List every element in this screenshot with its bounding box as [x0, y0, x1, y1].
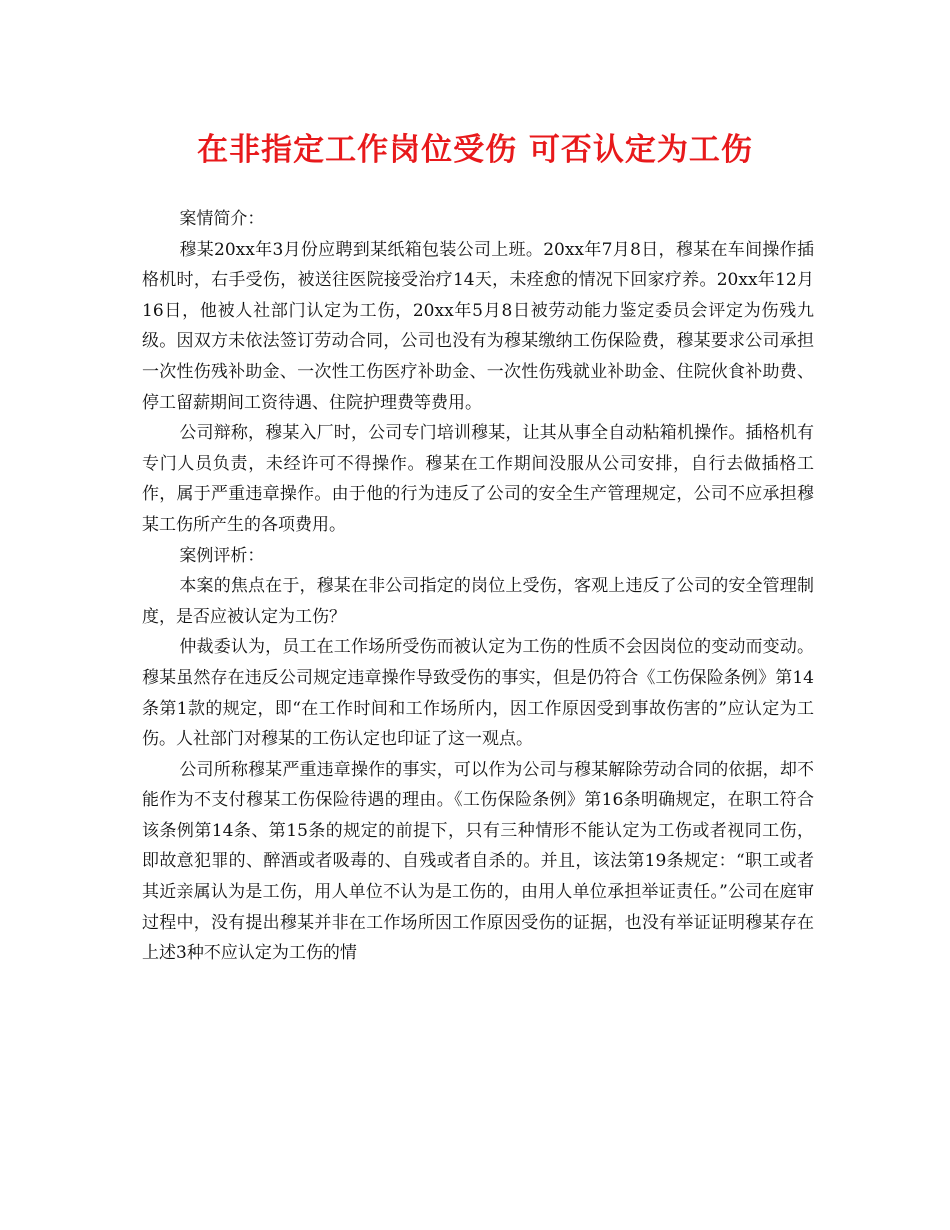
paragraph-case-facts: 穆某20xx年3月份应聘到某纸箱包装公司上班。20xx年7月8日，穆某在车间操作插格机时，右手受伤，被送往医院接受治疗14天，未痊愈的情况下回家疗养。20xx年12月16日，他被人社部门认定为工伤，20xx年5月8日被劳动能力鉴定委员会评定为伤残九级。因双方未依法签订劳动合同，公司也没有为穆某缴纳工伤保险费，穆某要求公司承担一次性伤残补助金、一次性工伤医疗补助金、一次性伤残就业补助金、住院伙食补助费、停工留薪期间工资待遇、住院护理费等费用。 [142, 239, 814, 413]
document-body [142, 204, 814, 969]
section-heading-case-summary: 案情简介： [179, 209, 265, 229]
paragraph-violation-reasoning: 公司所称穆某严重违章操作的事实，可以作为公司与穆某解除劳动合同的依据，却不能作为不支付穆某工伤保险待遇的理由。《工伤保险条例》第16条明确规定，在职工符合该条例第14条、第15条的规定的前提下，只有三种情形不能认定为工伤或者视同工伤，即故意犯罪的、醉酒或者吸毒的、自残或者自杀的。并且，该法第19条规定：“职工或者其近亲属认为是工伤，用人单位不认为是工伤的，由用人单位承担举证责任。”公司在庭审过程中，没有提出穆某并非在工作场所因工作原因受伤的证据，也没有举证证明穆某存在上述3种不应认定为工伤的情 [142, 759, 814, 964]
paragraph-focus: 本案的焦点在于，穆某在非公司指定的岗位上受伤，客观上违反了公司的安全管理制度，是否应被认定为工伤？ [142, 576, 814, 627]
section-heading-case-analysis: 案例评析： [179, 545, 265, 566]
paragraph-company-defense: 公司辩称，穆某入厂时，公司专门培训穆某，让其从事全自动粘箱机操作。插格机有专门人员负责，未经许可不得操作。穆某在工作期间没服从公司安排，自行去做插格工作，属于严重违章操作。由于他的行为违反了公司的安全生产管理规定，公司不应承担穆某工伤所产生的各项费用。 [142, 423, 814, 535]
document-title: 在非指定工作岗位受伤 可否认定为工伤 [197, 132, 753, 168]
paragraph-arbitration-view: 仲裁委认为，员工在工作场所受伤而被认定为工伤的性质不会因岗位的变动而变动。穆某虽然存在违反公司规定违章操作导致受伤的事实，但是仍符合《工伤保险条例》第14条第1款的规定，即“在工作时间和工作场所内，因工作原因受到事故伤害的”应认定为工伤。人社部门对穆某的工伤认定也印证了这一观点。 [142, 637, 814, 750]
